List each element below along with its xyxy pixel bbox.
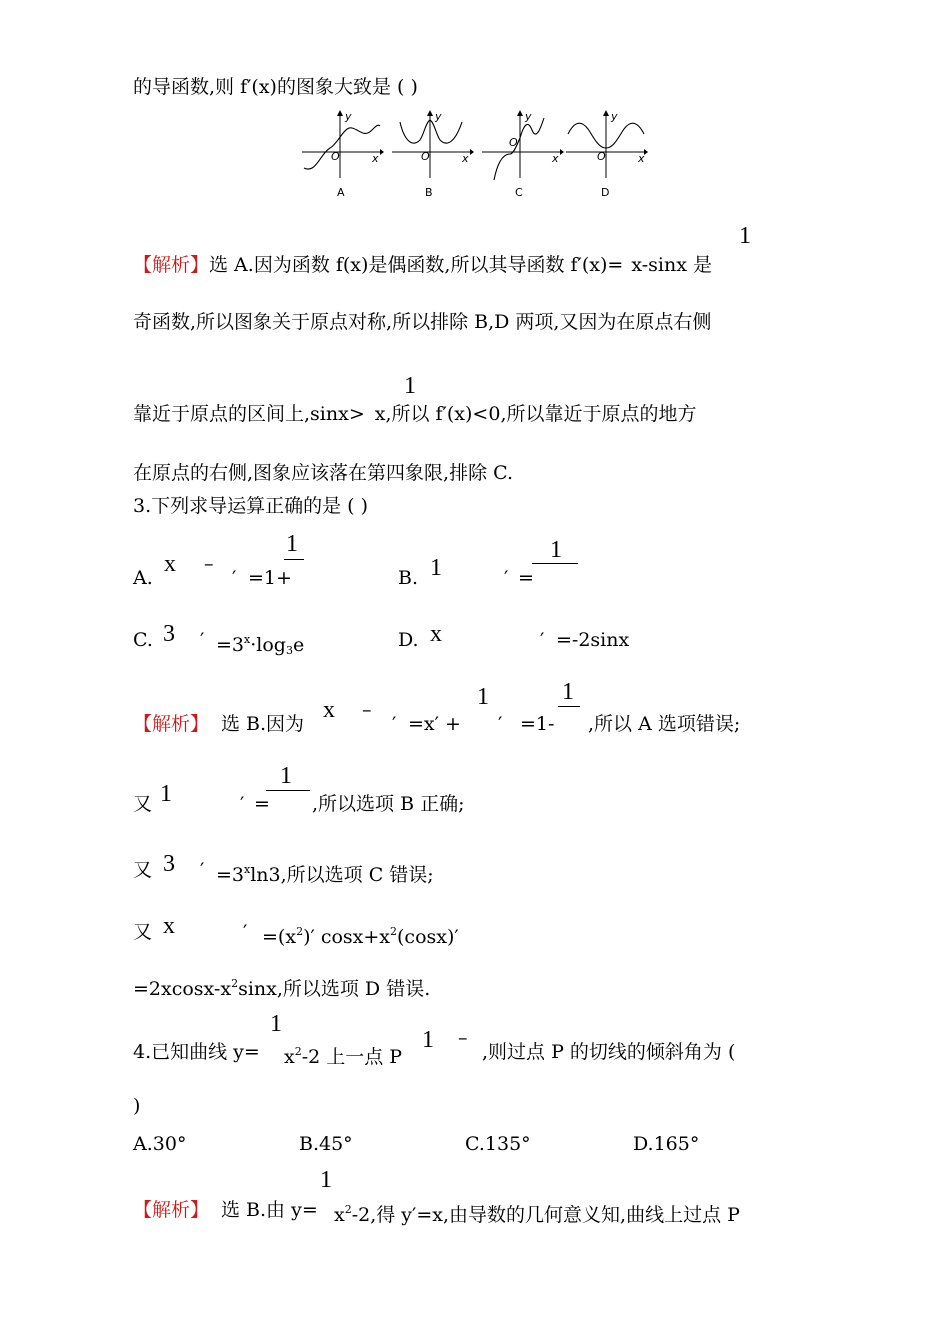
analysis3-frac1-num: 1 bbox=[477, 684, 489, 710]
q3-option-a-dash: – bbox=[204, 553, 214, 575]
analysis4-frac-num: 1 bbox=[320, 1167, 332, 1193]
graph-c-label: C bbox=[515, 186, 523, 199]
analysis3-text5b: sinx,所以选项 D 错误. bbox=[238, 978, 431, 1000]
q3-option-c-label: C. bbox=[133, 629, 153, 651]
analysis3-prime2: ′ bbox=[498, 713, 503, 735]
analysis4-text1b: x bbox=[334, 1204, 345, 1226]
analysis3-sup4a: 2 bbox=[296, 925, 304, 938]
q3-option-c-rhs-c: e bbox=[292, 634, 305, 656]
analysis3-text4c: (cosx)′ bbox=[397, 926, 459, 948]
q3-option-d-prime: ′ bbox=[540, 629, 545, 651]
graph-d-label: D bbox=[601, 186, 610, 199]
graph-b-y-label: y bbox=[435, 110, 442, 123]
analysis2-line2: 奇函数,所以图象关于原点对称,所以排除 B,D 两项,又因为在原点右侧 bbox=[133, 311, 712, 333]
q4-option-b: B.45° bbox=[299, 1133, 353, 1155]
q4-text1a: 4.已知曲线 y= bbox=[133, 1041, 260, 1063]
analysis2-frac3-num: 1 bbox=[404, 373, 416, 399]
graph-c-y-label: y bbox=[525, 110, 532, 123]
graph-a-label: A bbox=[337, 186, 345, 199]
q3-option-b-prime: ′ bbox=[504, 567, 509, 589]
q3-option-b-frac-num: 1 bbox=[550, 537, 562, 563]
q3-option-d-label: D. bbox=[398, 629, 419, 651]
q4-text1 bbox=[284, 1040, 402, 1069]
analysis4-text1a: 选 B.由 y= bbox=[221, 1199, 318, 1221]
graph-option-d bbox=[566, 110, 650, 205]
analysis3-text3 bbox=[216, 858, 434, 887]
q4-sup: 2 bbox=[294, 1045, 302, 1058]
q3-option-c-sub: 3 bbox=[285, 644, 293, 657]
graph-c-plot bbox=[482, 110, 564, 180]
q4-p1: 1 bbox=[422, 1027, 434, 1053]
analysis3-tag: 【解析】 bbox=[133, 713, 210, 735]
q3-option-c-sup: x bbox=[244, 633, 251, 646]
q3-option-c-rhs-b: ·log bbox=[250, 634, 286, 656]
q3-option-a-rhs: =1+ bbox=[248, 567, 292, 589]
analysis3-frac2-num: 1 bbox=[562, 679, 574, 705]
graph-option-a bbox=[302, 110, 384, 205]
analysis3-text4 bbox=[262, 920, 459, 949]
q3-option-a-prime: ′ bbox=[232, 567, 237, 589]
q3-option-d-rhs: =-2sinx bbox=[556, 629, 630, 651]
q3-option-c-rhs bbox=[216, 628, 304, 663]
q3-option-b-lhs: 1 bbox=[430, 555, 442, 581]
graph-b-plot bbox=[392, 110, 474, 180]
analysis3-frac-b-bar bbox=[266, 790, 310, 791]
analysis2-text3b: x,所以 f′(x)<0,所以靠近于原点的地方 bbox=[374, 403, 697, 425]
analysis2-line4: 在原点的右侧,图象应该落在第四象限,排除 C. bbox=[133, 462, 514, 484]
analysis4-text1 bbox=[334, 1198, 740, 1227]
analysis3-prime-b: ′ bbox=[240, 793, 245, 815]
q4-text1c: -2 上一点 P bbox=[301, 1046, 403, 1068]
analysis3-sup5: 2 bbox=[231, 977, 239, 990]
graph-a-y-label: y bbox=[345, 110, 352, 123]
q4-text1d: ,则过点 P 的切线的倾斜角为 ( bbox=[482, 1041, 736, 1063]
analysis3-eq: =1- bbox=[520, 713, 555, 735]
q4-text2: ) bbox=[133, 1095, 141, 1117]
analysis3-line5 bbox=[133, 972, 430, 1001]
analysis3-prime1: ′ bbox=[392, 713, 397, 735]
analysis4-sup: 2 bbox=[344, 1203, 352, 1216]
graph-d-y-label: y bbox=[611, 110, 618, 123]
q3-stem: 3.下列求导运算正确的是 ( ) bbox=[133, 495, 369, 517]
analysis2-frac1-num: 1 bbox=[739, 223, 751, 249]
q3-option-c-rhs-a: =3 bbox=[216, 634, 245, 656]
q4-text1b: x bbox=[284, 1046, 295, 1068]
graph-a-plot bbox=[302, 110, 384, 180]
analysis4-tag: 【解析】 bbox=[133, 1199, 210, 1221]
q3-option-a-x: x bbox=[164, 551, 176, 577]
analysis3-text3a: =3 bbox=[216, 864, 245, 886]
analysis3-text5a: =2xcosx-x bbox=[133, 978, 232, 1000]
graph-option-c bbox=[482, 110, 564, 205]
graph-b-x-label: x bbox=[462, 152, 469, 165]
q4-option-d: D.165° bbox=[633, 1133, 700, 1155]
analysis3-lhs2: 1 bbox=[160, 781, 172, 807]
analysis3-x: x bbox=[323, 697, 335, 723]
analysis2-line3 bbox=[133, 401, 696, 427]
analysis3-text1b: ,所以 A 选项错误; bbox=[588, 713, 741, 735]
graph-b-label: B bbox=[425, 186, 433, 199]
graph-d-plot bbox=[566, 110, 650, 180]
graph-d-origin-label: O bbox=[597, 150, 606, 163]
analysis3-eq-b: = bbox=[254, 793, 270, 815]
q3-option-c-prime: ′ bbox=[200, 629, 205, 651]
graph-b-origin-label: O bbox=[421, 150, 430, 163]
analysis4-text1c: -2,得 y′=x,由导数的几何意义知,曲线上过点 P bbox=[351, 1204, 740, 1226]
graph-d-x-label: x bbox=[638, 152, 645, 165]
q4-dash: – bbox=[458, 1027, 468, 1049]
graph-c-origin-label: O bbox=[509, 136, 518, 149]
q3-option-d-lhs: x bbox=[430, 621, 442, 647]
analysis3-frac2-bar bbox=[558, 706, 580, 707]
q3-option-a-label: A. bbox=[133, 567, 153, 589]
analysis3-sup4b: 2 bbox=[390, 925, 398, 938]
question-intro: 的导函数,则 f′(x)的图象大致是 ( ) bbox=[133, 76, 418, 98]
analysis3-prime-c: ′ bbox=[200, 859, 205, 881]
analysis3-prime-d: ′ bbox=[243, 921, 248, 943]
q3-option-a-frac-bar bbox=[284, 559, 304, 560]
analysis3-you4: 又 bbox=[133, 921, 153, 943]
analysis3-lhs4: x bbox=[163, 913, 175, 939]
analysis3-mid: =x′ + bbox=[408, 713, 461, 735]
analysis3-text4b: )′ cosx+x bbox=[303, 926, 391, 948]
analysis3-you2: 又 bbox=[133, 793, 153, 815]
q4-frac-num: 1 bbox=[270, 1011, 282, 1037]
analysis3-lhs3: 3 bbox=[163, 851, 175, 877]
graph-a-x-label: x bbox=[372, 152, 379, 165]
analysis3-frac-b-num: 1 bbox=[280, 763, 292, 789]
graph-a-origin-label: O bbox=[331, 150, 340, 163]
analysis3-sup3: x bbox=[244, 863, 251, 876]
analysis2-line1 bbox=[133, 252, 712, 278]
q3-option-a-frac-num: 1 bbox=[286, 531, 298, 557]
analysis2-text1b: x-sinx 是 bbox=[631, 254, 712, 276]
analysis2-tag: 【解析】 bbox=[133, 254, 210, 276]
q3-option-b-rhs: = bbox=[518, 567, 534, 589]
q3-option-b-label: B. bbox=[398, 567, 419, 589]
analysis3-text1a: 选 B.因为 bbox=[221, 713, 305, 735]
graph-option-b bbox=[392, 110, 474, 205]
analysis3-you3: 又 bbox=[133, 859, 153, 881]
analysis2-text3a: 靠近于原点的区间上,sinx> bbox=[133, 403, 365, 425]
analysis3-text4a: =(x bbox=[262, 926, 297, 948]
q4-option-c: C.135° bbox=[465, 1133, 531, 1155]
q3-option-b-frac-bar bbox=[532, 563, 578, 564]
q4-option-a: A.30° bbox=[133, 1133, 187, 1155]
analysis3-text3b: ln3,所以选项 C 错误; bbox=[250, 864, 434, 886]
graph-c-x-label: x bbox=[552, 152, 559, 165]
analysis2-text1a: 选 A.因为函数 f(x)是偶函数,所以其导函数 f′(x)= bbox=[209, 254, 624, 276]
analysis3-text2b: ,所以选项 B 正确; bbox=[312, 793, 465, 815]
analysis3-dash: – bbox=[362, 699, 372, 721]
q3-option-c-lhs: 3 bbox=[163, 621, 175, 647]
